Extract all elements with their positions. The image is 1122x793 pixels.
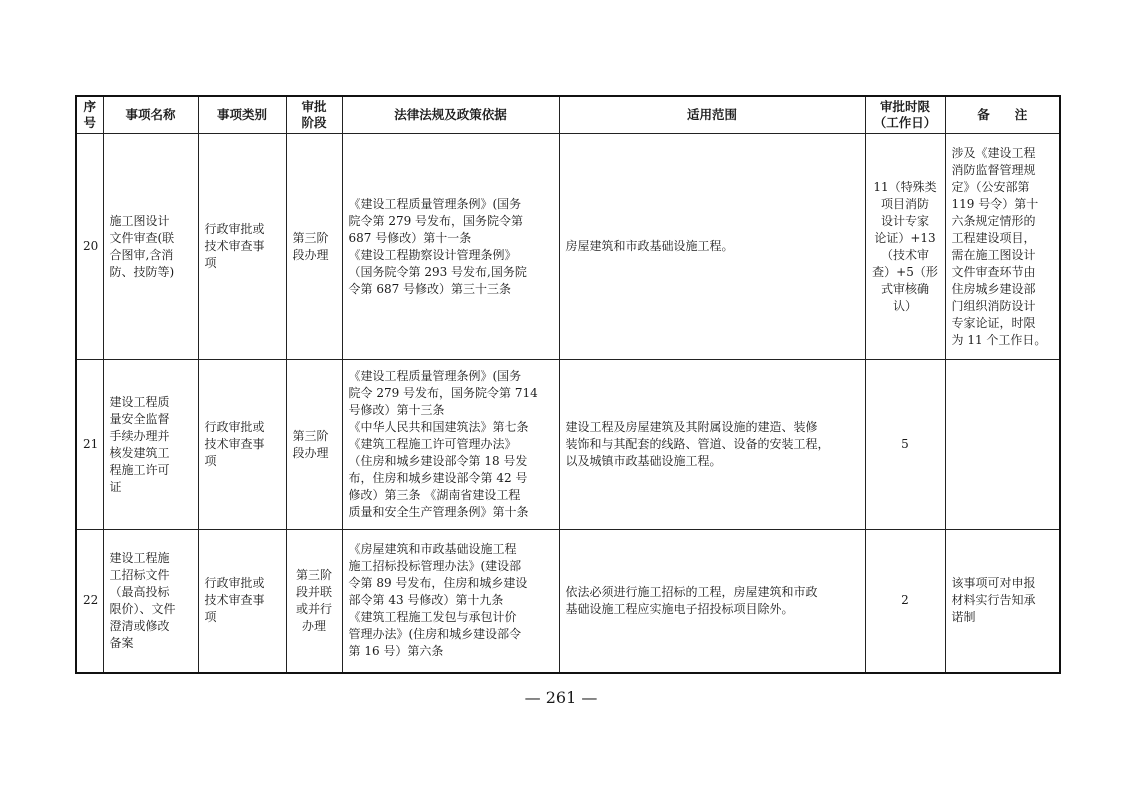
legal-basis-cell: 《建设工程质量管理条例》(国务 院令第 279 号发布，国务院令第 687 号修改）第十一条 《建设工程勘察设计管理条例》 （国务院令第 293 号发布,国务院 令第 687 号修改）第三十三条 <box>342 134 559 360</box>
approval-stage-cell: 第三阶 段并联 或并行 办理 <box>286 530 342 673</box>
time-limit-cell: 11（特殊类 项目消防 设计专家 论证）+13 （技术审 查）+5（形 式审核确 认） <box>865 134 945 360</box>
header-item-category: 事项类别 <box>198 96 286 134</box>
scope-cell: 建设工程及房屋建筑及其附属设施的建造、装修 装饰和与其配套的线路、管道、设备的安装工程， 以及城镇市政基础设施工程。 <box>559 360 865 530</box>
table-row <box>76 360 1060 530</box>
row-number: 21 <box>76 360 103 530</box>
header-time-limit: 审批时限 （工作日） <box>865 96 945 134</box>
header-remarks: 备 注 <box>945 96 1060 134</box>
item-category-cell: 行政审批或 技术审查事 项 <box>198 530 286 673</box>
header-item-name: 事项名称 <box>103 96 198 134</box>
scope-cell: 依法必须进行施工招标的工程，房屋建筑和市政 基础设施工程应实施电子招投标项目除外。 <box>559 530 865 673</box>
table-row <box>76 530 1060 673</box>
time-limit-cell: 2 <box>865 530 945 673</box>
legal-basis-cell: 《房屋建筑和市政基础设施工程 施工招标投标管理办法》(建设部 令第 89 号发布，住房和城乡建设 部令第 43 号修改）第十九条 《建筑工程施工发包与承包计价 管理办法》(住房和城乡建设部令 第 16 号）第六条 <box>342 530 559 673</box>
legal-basis-cell: 《建设工程质量管理条例》(国务 院令 279 号发布，国务院令第 714 号修改）第十三条 《中华人民共和国建筑法》第七条 《建筑工程施工许可管理办法》 （住房和城乡建设部令第 18 号发 布，住房和城乡建设部令第 42 号 修改）第三条 《湖南省建设工程 质量和安全生产管理条例》第十条 <box>342 360 559 530</box>
header-scope: 适用范围 <box>559 96 865 134</box>
header-serial-number: 序 号 <box>76 96 103 134</box>
remarks-cell <box>945 360 1060 530</box>
table-header-row <box>76 96 1060 134</box>
page-number: — 261 — <box>524 688 598 707</box>
item-name-cell: 施工图设计 文件审查(联 合图审,含消 防、技防等) <box>103 134 198 360</box>
item-category-cell: 行政审批或 技术审查事 项 <box>198 360 286 530</box>
approval-stage-cell: 第三阶 段办理 <box>286 134 342 360</box>
item-name-cell: 建设工程施 工招标文件 （最高投标 限价）、文件 澄清或修改 备案 <box>103 530 198 673</box>
row-number: 20 <box>76 134 103 360</box>
time-limit-cell: 5 <box>865 360 945 530</box>
item-category-cell: 行政审批或 技术审查事 项 <box>198 134 286 360</box>
header-approval-stage: 审批 阶段 <box>286 96 342 134</box>
table-row <box>76 134 1060 360</box>
item-name-cell: 建设工程质 量安全监督 手续办理并 核发建筑工 程施工许可 证 <box>103 360 198 530</box>
scope-cell: 房屋建筑和市政基础设施工程。 <box>559 134 865 360</box>
row-number: 22 <box>76 530 103 673</box>
approval-stage-cell: 第三阶 段办理 <box>286 360 342 530</box>
remarks-cell: 该事项可对申报 材料实行告知承 诺制 <box>945 530 1060 673</box>
remarks-cell: 涉及《建设工程 消防监督管理规 定》（公安部第 119 号令）第十 六条规定情形的 工程建设项目， 需在施工图设计 文件审查环节由 住房城乡建设部 门组织消防设计 专家论证，时限 为 11 个工作日。 <box>945 134 1060 360</box>
header-legal-basis: 法律法规及政策依据 <box>342 96 559 134</box>
approval-items-table <box>75 95 1061 674</box>
